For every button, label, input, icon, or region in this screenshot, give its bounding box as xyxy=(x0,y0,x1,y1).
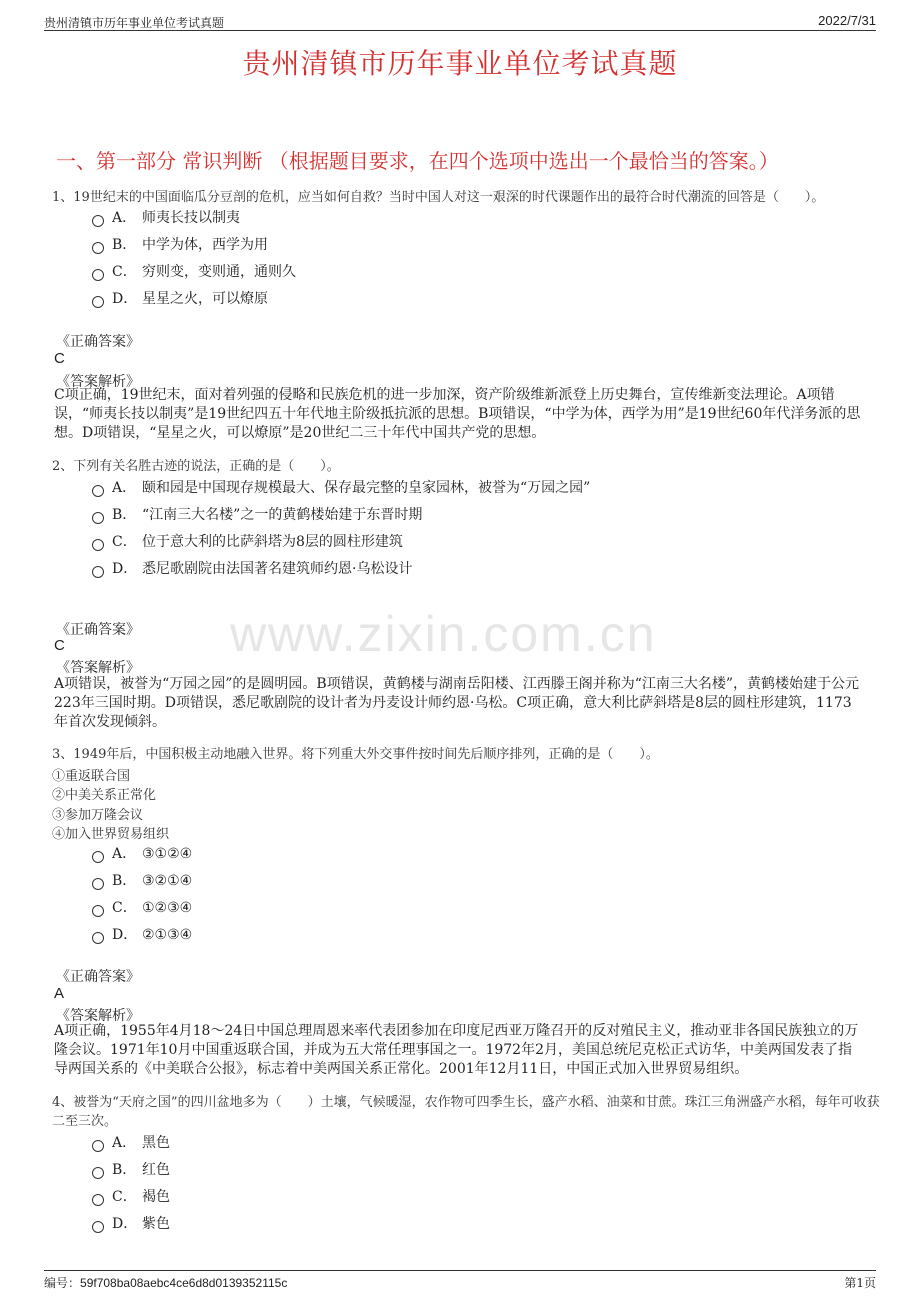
radio-icon[interactable] xyxy=(92,1140,104,1152)
radio-icon[interactable] xyxy=(92,851,104,863)
question-1-stem: 1、19世纪末的中国面临瓜分豆剖的危机，应当如何自救？当时中国人对这一艰深的时代课题作出的最符合时代潮流的回答是（ ）。 xyxy=(52,190,825,205)
question-4-option-a[interactable]: A． 黑色 xyxy=(92,1133,170,1153)
question-2-answer: C xyxy=(54,637,65,654)
question-3-analysis: A项正确，1955年4月18～24日中国总理周恩来率代表团参加在印度尼西亚万隆召开的反对殖民主义，推动亚非各国民族独立的万隆会议。1971年10月中国重返联合国，并成为五大常任理事国之一。1972年2月，美国总统尼克松正式访华，中美两国发表了指导两国关系的《中美联合公报》，标志着中美两国关系正常化。2001年12月11日，中国正式加入世界贸易组织。 xyxy=(54,1023,859,1077)
question-3-option-c[interactable]: C． ①②③④ xyxy=(92,898,192,918)
radio-icon[interactable] xyxy=(92,905,104,917)
question-3-item: ③参加万隆会议 xyxy=(52,808,144,823)
page-number: 第1页 xyxy=(844,1276,876,1290)
question-3-item: ①重返联合国 xyxy=(52,769,131,784)
question-1-option-a[interactable]: A． 师夷长技以制夷 xyxy=(92,208,240,228)
document-code: 编号：59f708ba08aebc4ce6d8d0139352115c xyxy=(44,1276,288,1290)
radio-icon[interactable] xyxy=(92,512,104,524)
radio-icon[interactable] xyxy=(92,485,104,497)
page-header xyxy=(44,12,876,31)
analysis-label: 《答案解析》 xyxy=(56,1008,140,1024)
question-3-option-a[interactable]: A． ③①②④ xyxy=(92,844,192,864)
watermark: www.zixin.com.cn xyxy=(230,606,657,662)
header-date: 2022/7/31 xyxy=(818,13,876,28)
radio-icon[interactable] xyxy=(92,1221,104,1233)
answer-label: 《正确答案》 xyxy=(56,969,140,985)
question-3-answer: A xyxy=(54,985,65,1002)
question-3-stem: 3、1949年后，中国积极主动地融入世界。将下列重大外交事件按时间先后顺序排列，正确的是（ ）。 xyxy=(52,747,659,762)
question-4-stem: 4、被誉为“天府之国”的四川盆地多为（ ）土壤，气候暖湿，农作物可四季生长，盛产水稻、油菜和甘蔗。珠江三角洲盛产水稻，每年可收获二至三次。 xyxy=(52,1095,880,1129)
question-4-option-c[interactable]: C． 褐色 xyxy=(92,1187,170,1207)
question-2-stem: 2、下列有关名胜古迹的说法，正确的是（ ）。 xyxy=(52,459,340,474)
document-title: 贵州清镇市历年事业单位考试真题 xyxy=(242,47,678,80)
question-3-option-d[interactable]: D． ②①③④ xyxy=(92,925,192,945)
page-footer xyxy=(44,1270,876,1291)
question-2-option-d[interactable]: D． 悉尼歌剧院由法国著名建筑师约恩·乌松设计 xyxy=(92,559,412,579)
question-2-analysis: A项错误，被誉为“万园之园”的是圆明园。B项错误，黄鹤楼与湖南岳阳楼、江西滕王阁并称为“江南三大名楼”，黄鹤楼始建于公元223年三国时期。D项错误，悉尼歌剧院的设计者为丹麦设计师约恩·乌松。C项正确，意大利比萨斜塔是8层的圆柱形建筑，1173年首次发现倾斜。 xyxy=(54,676,860,730)
question-3-item: ②中美关系正常化 xyxy=(52,788,157,803)
question-1-option-d[interactable]: D． 星星之火，可以燎原 xyxy=(92,289,268,309)
radio-icon[interactable] xyxy=(92,1167,104,1179)
radio-icon[interactable] xyxy=(92,539,104,551)
analysis-label: 《答案解析》 xyxy=(56,374,140,390)
question-4-option-d[interactable]: D． 紫色 xyxy=(92,1214,170,1234)
section-heading: 一、第一部分 常识判断 （根据题目要求，在四个选项中选出一个最恰当的答案。） xyxy=(56,149,779,173)
question-1-answer: C xyxy=(54,350,65,367)
radio-icon[interactable] xyxy=(92,566,104,578)
radio-icon[interactable] xyxy=(92,878,104,890)
header-title: 贵州清镇市历年事业单位考试真题 xyxy=(44,16,225,30)
radio-icon[interactable] xyxy=(92,215,104,227)
radio-icon[interactable] xyxy=(92,1194,104,1206)
question-1-option-b[interactable]: B． 中学为体，西学为用 xyxy=(92,235,268,255)
question-1-analysis: C项正确，19世纪末，面对着列强的侵略和民族危机的进一步加深，资产阶级维新派登上历史舞台，宣传维新变法理论。A项错误，“师夷长技以制夷”是19世纪四五十年代地主阶级抵抗派的思想。B项错误，“中学为体，西学为用”是19世纪60年代洋务派的思想。D项错误，“星星之火，可以燎原”是20世纪二三十年代中国共产党的思想。 xyxy=(54,387,861,441)
question-3-option-b[interactable]: B． ③②①④ xyxy=(92,871,192,891)
radio-icon[interactable] xyxy=(92,242,104,254)
radio-icon[interactable] xyxy=(92,269,104,281)
question-2-option-a[interactable]: A． 颐和园是中国现存规模最大、保存最完整的皇家园林，被誉为“万园之园” xyxy=(92,478,590,498)
answer-label: 《正确答案》 xyxy=(56,334,140,350)
analysis-label: 《答案解析》 xyxy=(56,660,140,676)
question-3-item: ④加入世界贸易组织 xyxy=(52,827,170,842)
radio-icon[interactable] xyxy=(92,932,104,944)
question-1-option-c[interactable]: C． 穷则变，变则通，通则久 xyxy=(92,262,296,282)
question-2-option-b[interactable]: B． “江南三大名楼”之一的黄鹤楼始建于东晋时期 xyxy=(92,505,422,525)
question-2-option-c[interactable]: C． 位于意大利的比萨斜塔为8层的圆柱形建筑 xyxy=(92,532,403,552)
question-4-option-b[interactable]: B． 红色 xyxy=(92,1160,170,1180)
radio-icon[interactable] xyxy=(92,296,104,308)
answer-label: 《正确答案》 xyxy=(56,622,140,638)
